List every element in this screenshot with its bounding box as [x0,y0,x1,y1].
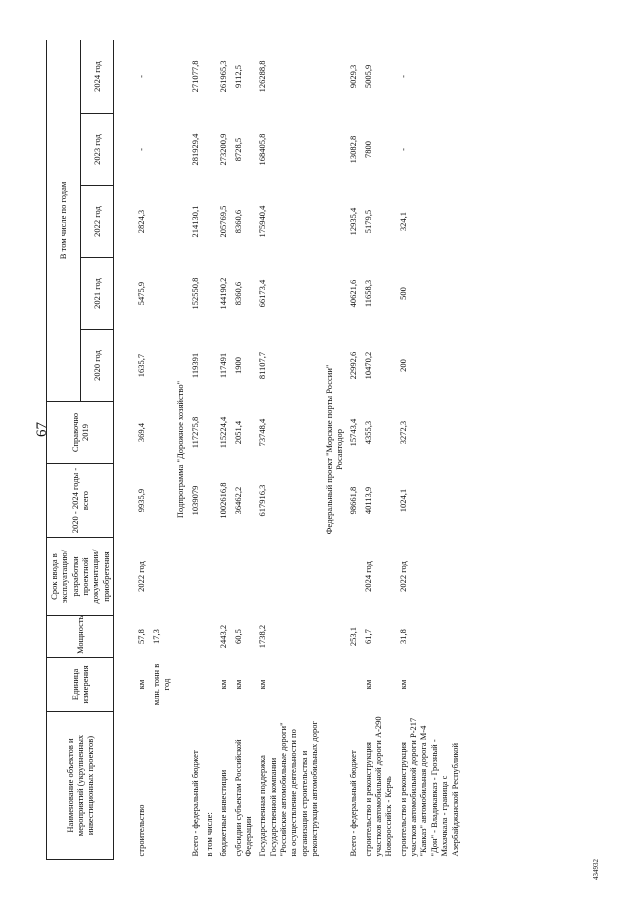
row-2022 [149,186,174,258]
row-2020: 22992,6 [348,351,359,380]
row-2023: 273200,9 [218,133,229,166]
row-2020: 10470,2 [362,351,373,380]
header-year-2020: 2020 год [80,330,114,402]
row-name: Всего - федеральный бюджет [189,750,200,857]
row-2022: 205769,5 [218,205,229,238]
row-name: бюджетные инвестиции [218,769,229,857]
row-name: строительство и реконструкция участков автомобильной дороги А-290 Новороссийск - Керчь [362,716,394,857]
row-2023: 168405,8 [257,133,268,166]
row-name: строительство и реконструкция участков автомобильной дороги Р-217 "Кавказ" автомобильная дорога М-4 "Дон" - Владикавказ - Грозный - Махачкала - граница с Азербайджанской Республикой [397,717,460,857]
row-2020: 200 [397,359,408,372]
row-name [149,712,174,860]
row-total: 98661,8 [348,486,359,515]
row-capacity: 17,3 [150,629,161,644]
row-2020 [202,330,216,402]
row-name: в том числе: [203,812,214,857]
row-total: 1002616,8 [218,482,229,519]
row-unit: км [136,679,147,690]
row-2021 [202,258,216,330]
row-deadline [346,538,360,616]
table-row [231,40,256,860]
table-row [188,40,202,860]
row-2020: 1635,7 [136,353,147,378]
row-2020 [149,330,174,402]
row-total: 40113,9 [362,486,373,515]
row-name: субсидии субъектам Российской Федерации [232,739,254,857]
row-unit: км [362,679,373,690]
row-2024: 261965,3 [218,60,229,93]
row-2024: 5005,9 [362,64,373,89]
section-title-road-facilities: Подпрограмма "Дорожное хозяйство" [175,380,186,519]
row-deadline [231,538,256,616]
row-ref2019: 73748,4 [257,418,268,447]
table-row [361,40,396,860]
row-ref2019: 117275,8 [189,416,200,449]
row-2020: 1900 [232,357,243,374]
row-2023: - [397,148,408,151]
row-deadline: 2022 год [397,561,408,592]
row-2021: 40621,6 [348,279,359,308]
row-2021: 5475,9 [136,281,147,306]
row-2022: 175940,4 [257,205,268,238]
row-2021: 152550,8 [189,277,200,310]
row-deadline: 2022 год [136,561,147,592]
row-capacity: 1738,2 [257,624,268,649]
row-2024: 9029,3 [348,64,359,89]
row-2024: - [136,75,147,78]
header-deadline: Срок ввода в эксплуатацию/ разработки проектной документации/ приобретения [47,538,114,616]
section-row [322,40,347,860]
row-name: Всего - федеральный бюджет [348,750,359,857]
table-row [216,40,230,860]
table-row [202,40,216,860]
section-title-seaports-line1: Федеральный проект "Морские порты России" [323,364,334,535]
row-2023 [149,114,174,186]
row-2021: 66173,4 [257,279,268,308]
section-row [173,40,187,860]
row-capacity: 2443,2 [218,624,229,649]
header-year-2021: 2021 год [80,258,114,330]
row-total: 36462,2 [232,486,243,515]
header-year-2024: 2024 год [80,40,114,114]
row-capacity: 253,1 [348,626,359,647]
section-title-seaports [322,40,347,860]
row-unit [188,658,202,712]
row-total [202,464,216,538]
row-2021: 500 [397,287,408,300]
row-2021: 144190,2 [218,277,229,310]
row-2022: 2824,3 [136,209,147,234]
row-2024 [149,40,174,114]
row-unit: км [397,679,408,690]
row-capacity: 61,7 [362,629,373,644]
row-unit: км [218,679,229,690]
row-name: строительство [136,804,147,857]
header-unit: Единица измерения [47,658,114,712]
row-deadline [202,538,216,616]
row-deadline [188,538,202,616]
row-2024: 9112,5 [232,64,243,89]
row-ref2019: 4355,3 [362,420,373,445]
row-ref2019: 115224,4 [218,416,229,449]
row-2020: 117491 [218,352,229,379]
row-2020: 119391 [189,352,200,379]
row-2022: 214130,1 [189,205,200,238]
investment-table [46,40,462,860]
row-ref2019 [149,402,174,464]
row-deadline [255,538,321,616]
row-deadline [149,538,174,616]
row-2021 [149,258,174,330]
rotated-sheet [46,40,586,860]
table-row [134,40,148,860]
header-capacity: Мощность [47,616,114,658]
row-2022: 324,1 [397,211,408,232]
document-code: 434932 [592,859,600,880]
row-name: Государственная поддержка Государственной компании "Российские автомобильные дороги" на осуществление деятельности по организации строительства и реконструкции автомобильных дорог [257,721,320,857]
row-2023: 7800 [362,141,373,158]
row-total: 1024,1 [397,488,408,513]
row-2021: 8360,6 [232,281,243,306]
header-year-2022: 2022 год [80,186,114,258]
row-ref2019: 15743,4 [348,418,359,447]
row-unit [346,658,360,712]
table-row [346,40,360,860]
row-capacity: 31,8 [397,629,408,644]
row-ref2019 [202,402,216,464]
row-total [149,464,174,538]
header-by-years: В том числе по годам [47,40,81,402]
row-ref2019: 369,4 [136,422,147,443]
row-2022: 5179,5 [362,209,373,234]
section-title-seaports-line2: Росавтодор [333,429,344,470]
table-row [396,40,462,860]
row-total: 1039079 [189,485,200,516]
table-row [255,40,321,860]
row-2023: - [136,148,147,151]
row-total: 617916,3 [257,484,268,517]
table-row [149,40,174,860]
row-capacity [202,616,216,658]
table-header [47,40,114,860]
header-year-2023: 2023 год [80,114,114,186]
row-capacity: 57,8 [136,629,147,644]
row-2023: 13082,8 [348,135,359,164]
row-unit: км [257,679,268,690]
header-ref2019: Справочно 2019 [47,402,114,464]
row-ref2019: 2051,4 [232,420,243,445]
row-total: 9935,9 [136,488,147,513]
row-unit: млн. тонн в год [150,663,171,706]
table-body [114,40,462,860]
row-2024 [202,40,216,114]
row-deadline [216,538,230,616]
rotated-table-wrapper [46,40,586,860]
row-2024: 126288,8 [257,60,268,93]
row-2023: 8728,5 [232,137,243,162]
row-ref2019: 3272,3 [397,420,408,445]
row-2024: 271077,8 [189,60,200,93]
row-2020: 81107,7 [257,351,268,380]
row-capacity [188,616,202,658]
row-capacity: 60,5 [232,629,243,644]
row-2022: 12935,4 [348,207,359,236]
row-2024: - [397,75,408,78]
row-2022 [202,186,216,258]
row-unit: км [232,679,243,690]
row-2021: 11658,3 [362,279,373,308]
row-2023 [202,114,216,186]
header-name: Наименование объектов и мероприятий (укрупненных инвестиционных проектов) [47,712,114,860]
row-unit [202,658,216,712]
header-total: 2020 - 2024 годы - всего [47,464,114,538]
row-2023: 281929,4 [189,133,200,166]
spacer [114,40,135,860]
row-deadline: 2024 год [362,561,373,592]
row-2022: 8360,6 [232,209,243,234]
page-number: 67 [34,422,50,437]
